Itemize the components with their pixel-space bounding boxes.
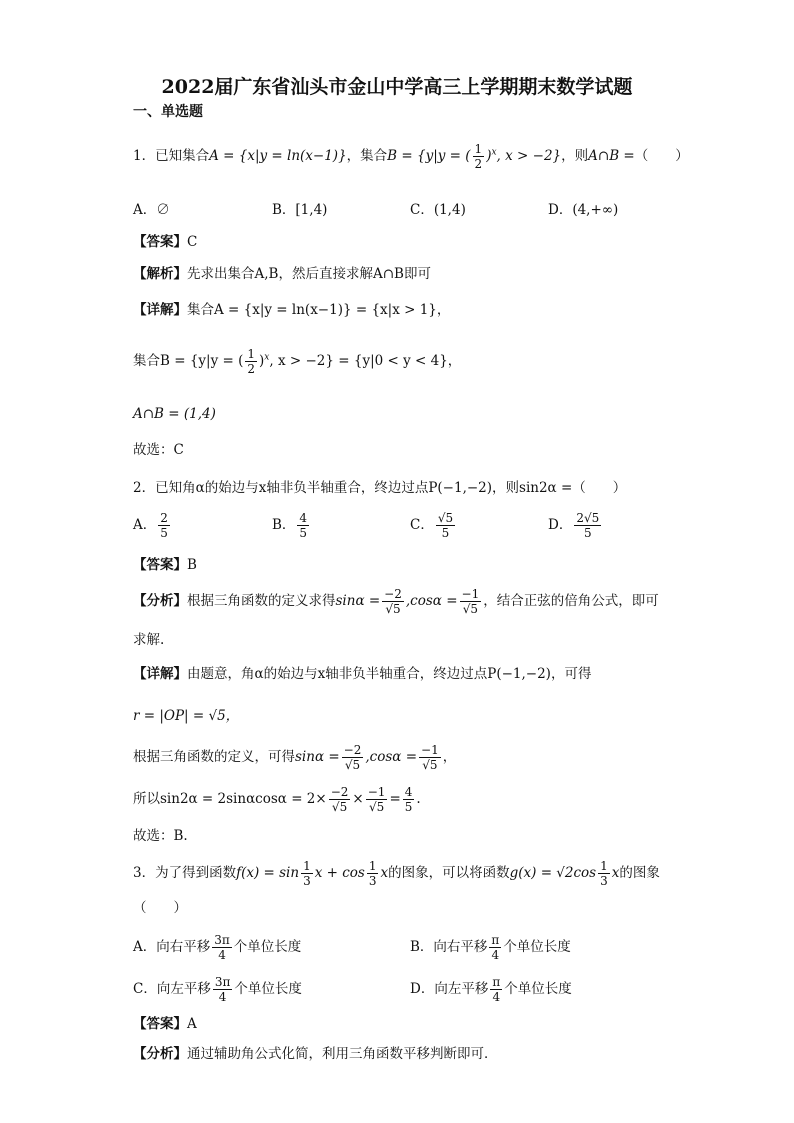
q1-detail-2: 集合B = {y|y = ( $\frac{1}{2}$ )$^x$, x > −2} = {y|0 < y < 4}，: [133, 347, 462, 376]
q1-detail-1: 【详解】集合A = {x|y = ln(x−1)} = {x|x > 1}，: [133, 302, 451, 318]
q1-stem: 1．已知集合A = {x|y = ln(x−1)}，集合B = {y|y = ( $\frac{1}{2}$ )$^x$, x > −2}，则A∩B =（ ）: [133, 142, 689, 171]
q2-detail-2: r = |OP| = √5，: [133, 708, 240, 724]
q3-option-a: A．向右平移 $\frac{3\pi}{4}$ 个单位长度: [133, 933, 302, 962]
q2-option-c: C． $\frac{√5}{5}$: [410, 511, 454, 540]
q3-analysis: 【分析】通过辅助角公式化简，利用三角函数平移判断即可．: [133, 1046, 498, 1062]
q1-choose: 故选：C: [133, 442, 184, 458]
section-heading: 一、单选题: [133, 104, 203, 120]
q2-stem: 2．已知角α的始边与x轴非负半轴重合，终边过点P(−1,−2)，则sin2α =（ ）: [133, 480, 627, 496]
q2-answer: 【答案】B: [133, 557, 197, 573]
q2-analysis-cont: 求解.: [133, 632, 165, 648]
q3-option-c: C．向左平移 $\frac{3\pi}{4}$ 个单位长度: [133, 975, 302, 1004]
q1-detail-3: A∩B = (1,4): [133, 406, 216, 422]
q3-option-d: D．向左平移 $\frac{\pi}{4}$ 个单位长度: [410, 975, 572, 1004]
q2-option-a: A． $\frac{2}{5}$: [133, 511, 168, 540]
q2-detail-1: 【详解】由题意，角α的始边与x轴非负半轴重合，终边过点P(−1,−2)，可得: [133, 666, 592, 682]
q2-option-b: B． $\frac{4}{5}$: [272, 511, 308, 540]
q3-stem: 3．为了得到函数f(x) = sin $\frac{1}{3}$ x + cos $\frac{1}{3}$ x的图象，可以将函数g(x) = √2cos $\frac{1}{3}$ x的图象: [133, 859, 660, 888]
q3-stem-cont: （ ）: [133, 900, 187, 916]
q2-detail-3: 根据三角函数的定义，可得sinα = $\frac{-2}{√5}$ ,cosα = $\frac{-1}{√5}$ ，: [133, 743, 457, 772]
q3-option-b: B．向右平移 $\frac{\pi}{4}$ 个单位长度: [410, 933, 571, 962]
page-title: 2022届广东省汕头市金山中学高三上学期期末数学试题: [161, 76, 633, 98]
q1-option-a: A．∅: [133, 202, 170, 218]
q2-analysis: 【分析】根据三角函数的定义求得sinα = $\frac{-2}{√5}$ ,cosα = $\frac{-1}{√5}$ ，结合正弦的倍角公式，即可: [133, 587, 659, 616]
q2-detail-4: 所以sin2α = 2sinαcosα = 2× $\frac{-2}{√5}$ × $\frac{-1}{√5}$ = $\frac{4}{5}$ .: [133, 785, 421, 814]
q1-option-b: B．[1,4): [272, 202, 328, 218]
q2-option-d: D． $\frac{2√5}{5}$: [548, 511, 600, 540]
q1-option-c: C．(1,4): [410, 202, 466, 218]
q2-choose: 故选：B.: [133, 828, 188, 844]
q3-answer: 【答案】A: [133, 1016, 197, 1032]
q1-answer: 【答案】C: [133, 234, 198, 250]
q1-option-d: D．(4,+∞): [548, 202, 619, 218]
q1-analysis: 【解析】先求出集合A,B，然后直接求解A∩B即可: [133, 266, 431, 282]
